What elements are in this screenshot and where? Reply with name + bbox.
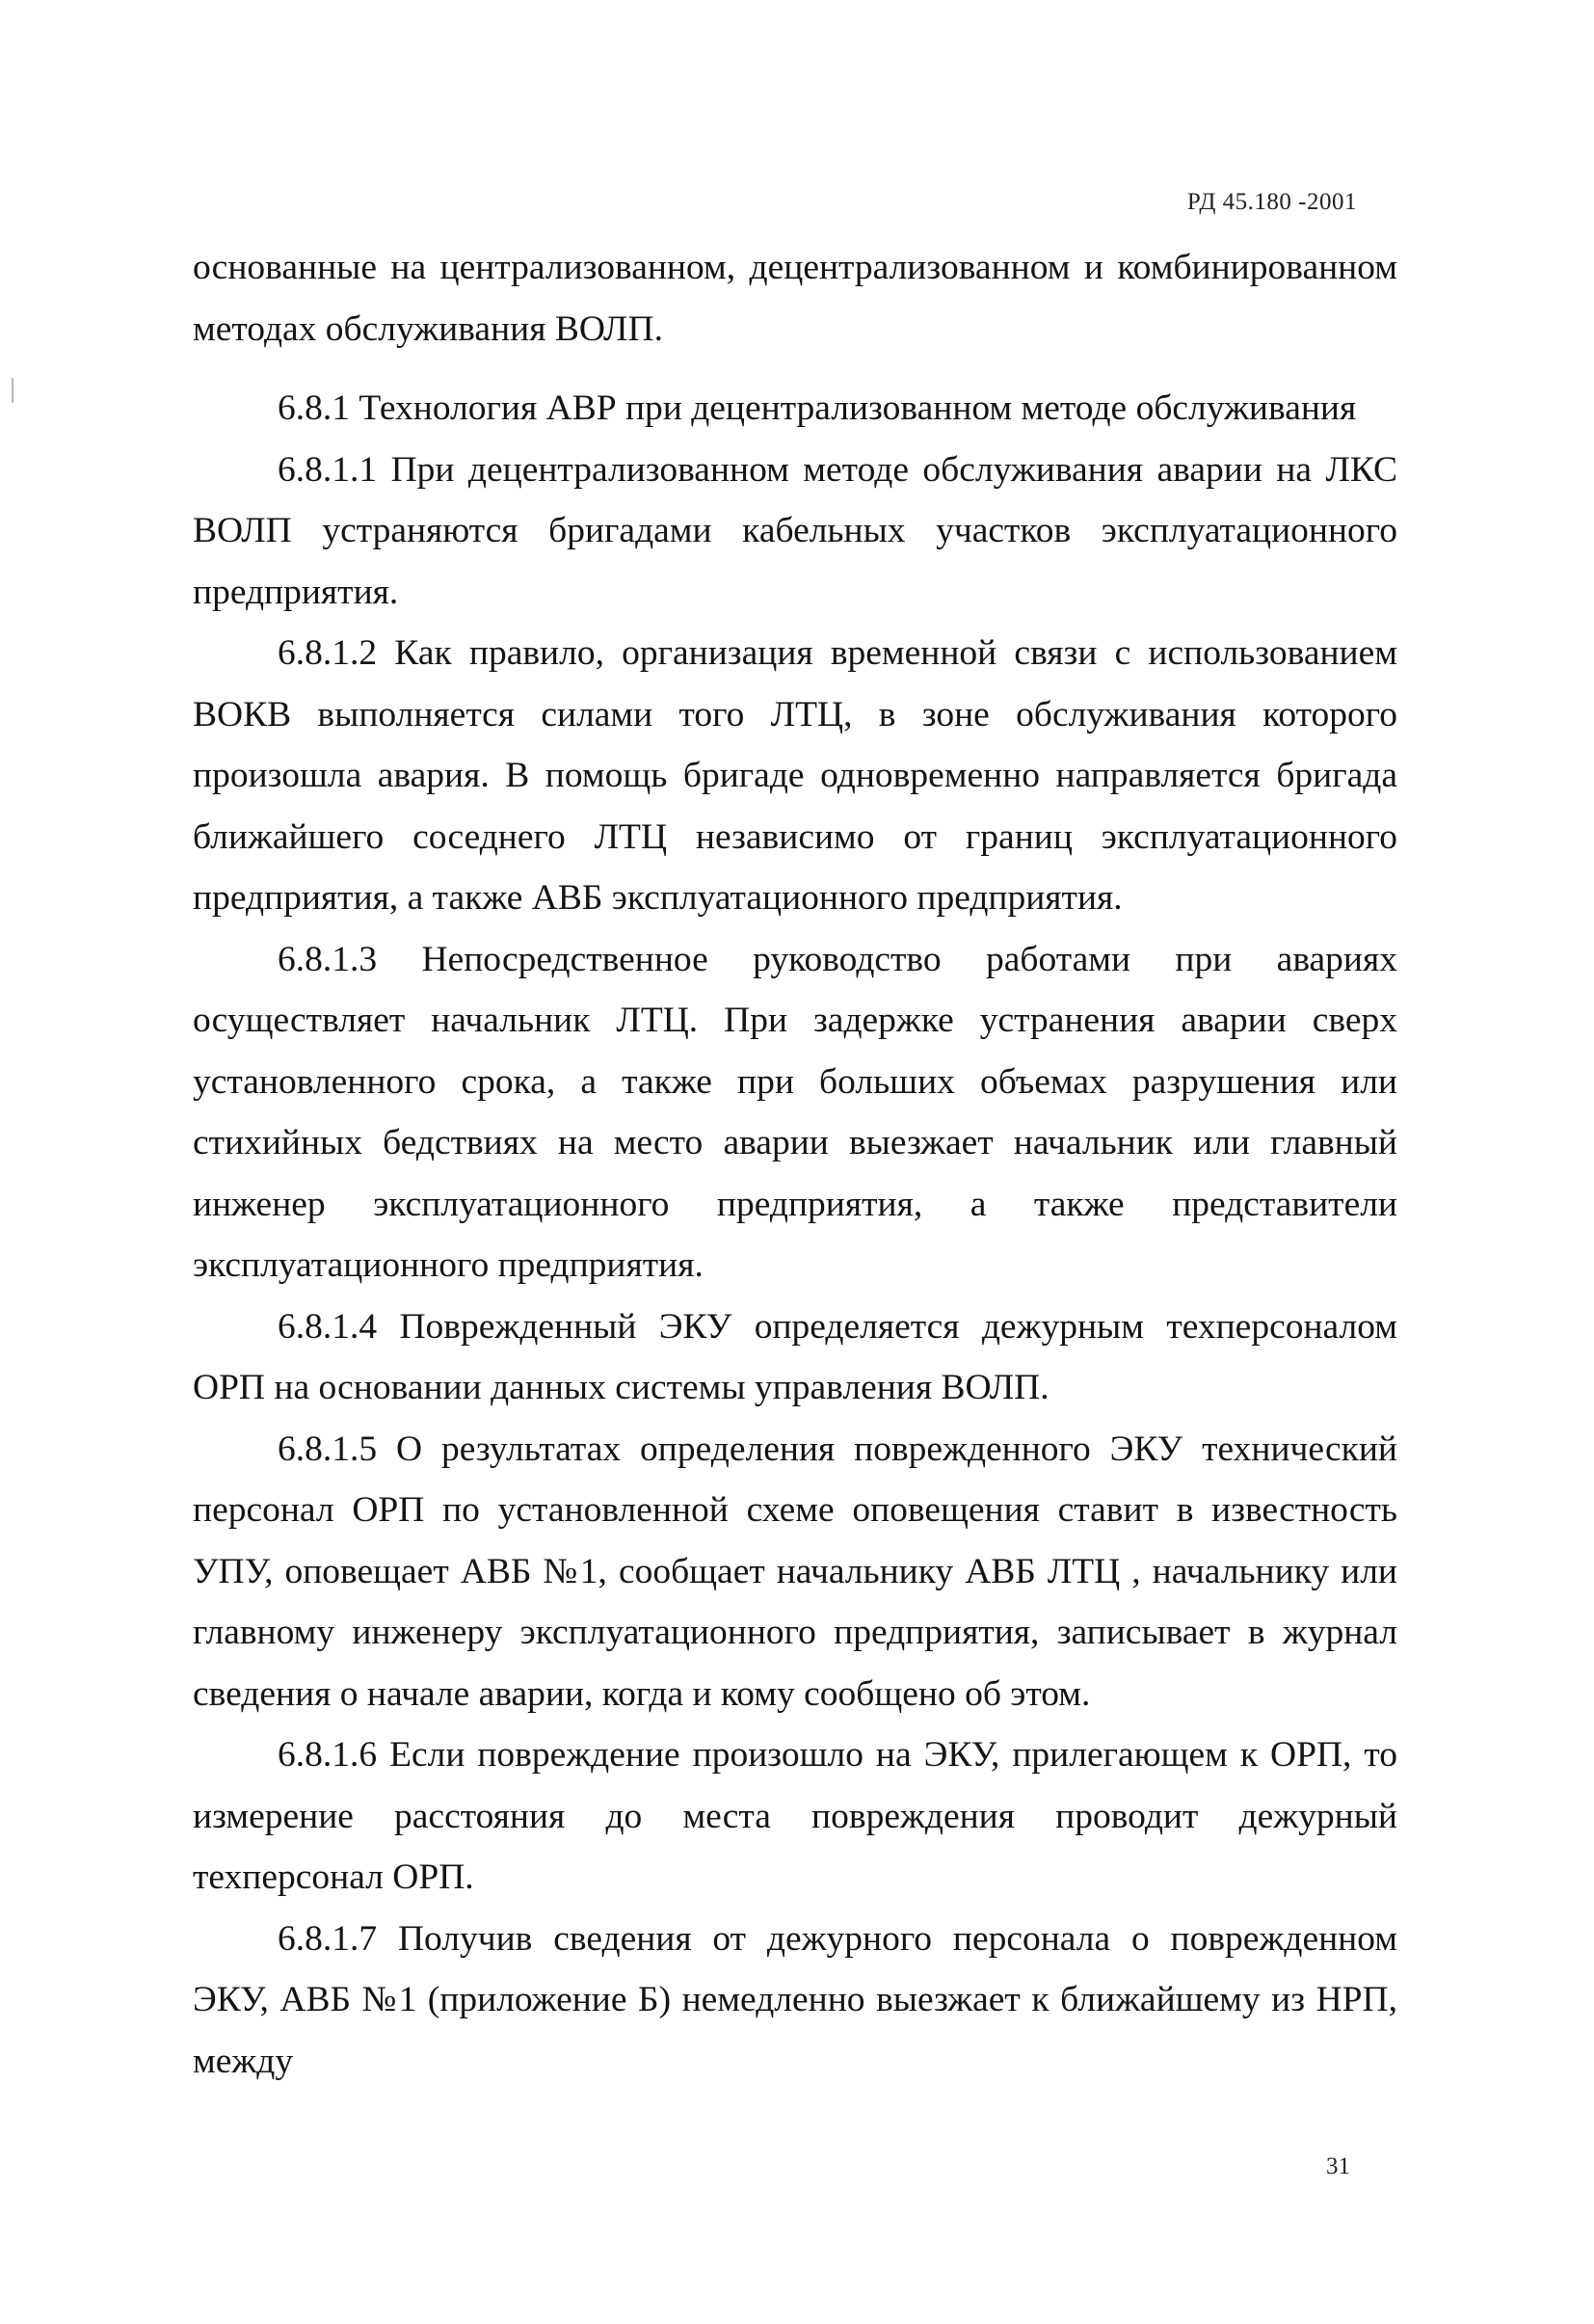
paragraph-6-8-1-2: 6.8.1.2 Как правило, организация временной связи с использованием ВОКВ выполняется силами того ЛТЦ, в зоне обслуживания которого произошла авария. В помощь бригаде одновременно направляется бригада ближайшего соседнего ЛТЦ независимо от границ эксплуатационного предприятия, а также АВБ эксплуатационного предприятия. bbox=[193, 633, 1397, 918]
paragraph-continuation: основанные на централизованном, децентрализованном и комбинированном методах обслуживания ВОЛП. bbox=[193, 248, 1397, 349]
paragraph-6-8-1-5: 6.8.1.5 О результатах определения поврежденного ЭКУ технический персонал ОРП по установленной схеме оповещения ставит в известность УПУ, оповещает АВБ №1, сообщает начальнику АВБ ЛТЦ , начальнику или главному инженеру эксплуатационного предприятия, записывает в журнал сведения о начале аварии, когда и кому сообщено об этом. bbox=[193, 1429, 1397, 1714]
paragraph-6-8-1-7: 6.8.1.7 Получив сведения от дежурного персонала о поврежденном ЭКУ, АВБ №1 (приложение Б) немедленно выезжает к ближайшему из НРП, между bbox=[193, 1918, 1397, 2081]
document-code: РД 45.180 -2001 bbox=[1186, 189, 1357, 215]
paragraph-6-8-1-6: 6.8.1.6 Если повреждение произошло на ЭКУ, прилегающем к ОРП, то измерение расстояния до места повреждения проводит дежурный техперсонал ОРП. bbox=[193, 1735, 1397, 1897]
paragraph-6-8-1-3: 6.8.1.3 Непосредственное руководство работами при авариях осуществляет начальник ЛТЦ. При задержке устранения аварии сверх установленного срока, а также при больших объемах разрушения или стихийных бедствиях на место аварии выезжает начальник или главный инженер эксплуатационного предприятия, а также представители эксплуатационного предприятия. bbox=[193, 939, 1397, 1285]
document-body bbox=[193, 237, 1397, 2092]
paragraph-section-6-8-1: 6.8.1 Технология АВР при децентрализованном методе обслуживания bbox=[278, 388, 1357, 428]
paragraph-6-8-1-1: 6.8.1.1 При децентрализованном методе обслуживания аварии на ЛКС ВОЛП устраняются бригадами кабельных участков эксплуатационного предприятия. bbox=[193, 449, 1397, 612]
scan-artifact-mark bbox=[12, 378, 13, 403]
paragraph-6-8-1-4: 6.8.1.4 Поврежденный ЭКУ определяется дежурным техперсоналом ОРП на основании данных системы управления ВОЛП. bbox=[193, 1306, 1397, 1407]
page-number: 31 bbox=[1326, 2153, 1350, 2179]
